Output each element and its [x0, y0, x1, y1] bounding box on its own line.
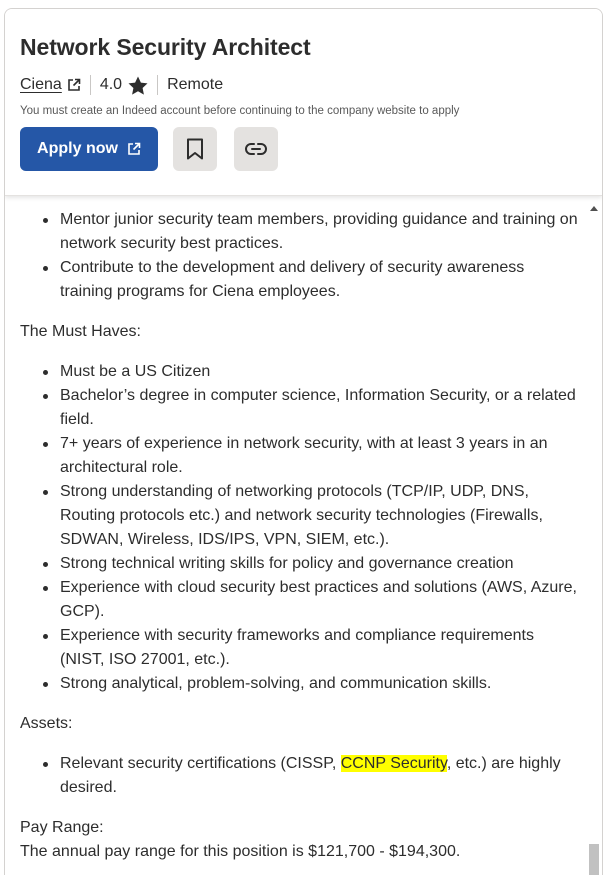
apply-now-label: Apply now [37, 140, 118, 157]
scroll-up-arrow-icon[interactable] [590, 206, 598, 211]
job-description[interactable] [5, 196, 602, 875]
list-item: Strong analytical, problem-solving, and communication skills. [20, 672, 580, 696]
list-item: Mentor junior security team members, providing guidance and training on network security best practices. [20, 208, 580, 256]
scroll-thumb[interactable] [589, 844, 599, 875]
list-item: Contribute to the development and delivery of security awareness training programs for Ciena employees. [20, 256, 580, 304]
job-location: Remote [167, 76, 224, 93]
assets-heading: Assets: [20, 715, 73, 732]
star-icon [128, 76, 148, 95]
highlighted-term: CCNP Security [340, 755, 447, 772]
rating-value: 4.0 [99, 76, 123, 93]
link-icon [245, 142, 267, 156]
responsibilities-list [20, 208, 580, 304]
list-item: Experience with cloud security best practices and solutions (AWS, Azure, GCP). [20, 576, 580, 624]
assets-text: , etc.) are highly desired. [60, 755, 561, 796]
must-haves-list [20, 360, 580, 696]
pay-range-heading: Pay Range: [20, 819, 104, 836]
job-header [5, 9, 602, 196]
job-details-card [4, 8, 603, 875]
job-meta-row [20, 74, 223, 96]
list-item: Strong technical writing skills for policy and governance creation [20, 552, 580, 576]
external-link-icon [67, 78, 81, 92]
description-scrollbar[interactable] [587, 196, 601, 875]
list-item: Must be a US Citizen [20, 360, 580, 384]
apply-now-button[interactable] [20, 127, 158, 171]
company-rating[interactable] [100, 76, 148, 95]
meta-separator [157, 75, 158, 95]
assets-text: Relevant security certifications (CISSP, [60, 755, 341, 772]
list-item: Experience with security frameworks and compliance requirements (NIST, ISO 27001, etc.). [20, 624, 580, 672]
list-item: Strong understanding of networking protocols (TCP/IP, UDP, DNS, Routing protocols etc.) and network security technologies (Firewalls, SDWAN, Wireless, IDS/IPS, VPN, SIEM, etc.). [20, 480, 580, 552]
job-description-content [20, 208, 580, 864]
meta-separator [90, 75, 91, 95]
list-item: 7+ years of experience in network security, with at least 3 years in an architectural role. [20, 432, 580, 480]
company-name: Ciena [20, 76, 62, 93]
must-haves-heading: The Must Haves: [20, 323, 141, 340]
save-job-button[interactable] [173, 127, 217, 171]
apply-notice: You must create an Indeed account before continuing to the company website to apply [20, 105, 460, 117]
company-link[interactable] [20, 76, 81, 94]
copy-link-button[interactable] [234, 127, 278, 171]
external-link-icon [127, 142, 141, 156]
list-item: Bachelor’s degree in computer science, Information Security, or a related field. [20, 384, 580, 432]
bookmark-icon [186, 138, 204, 160]
job-title: Network Security Architect [20, 34, 311, 60]
list-item [20, 752, 580, 800]
pay-range-text: The annual pay range for this position is $121,700 - $194,300. [20, 843, 461, 860]
assets-list [20, 752, 580, 800]
